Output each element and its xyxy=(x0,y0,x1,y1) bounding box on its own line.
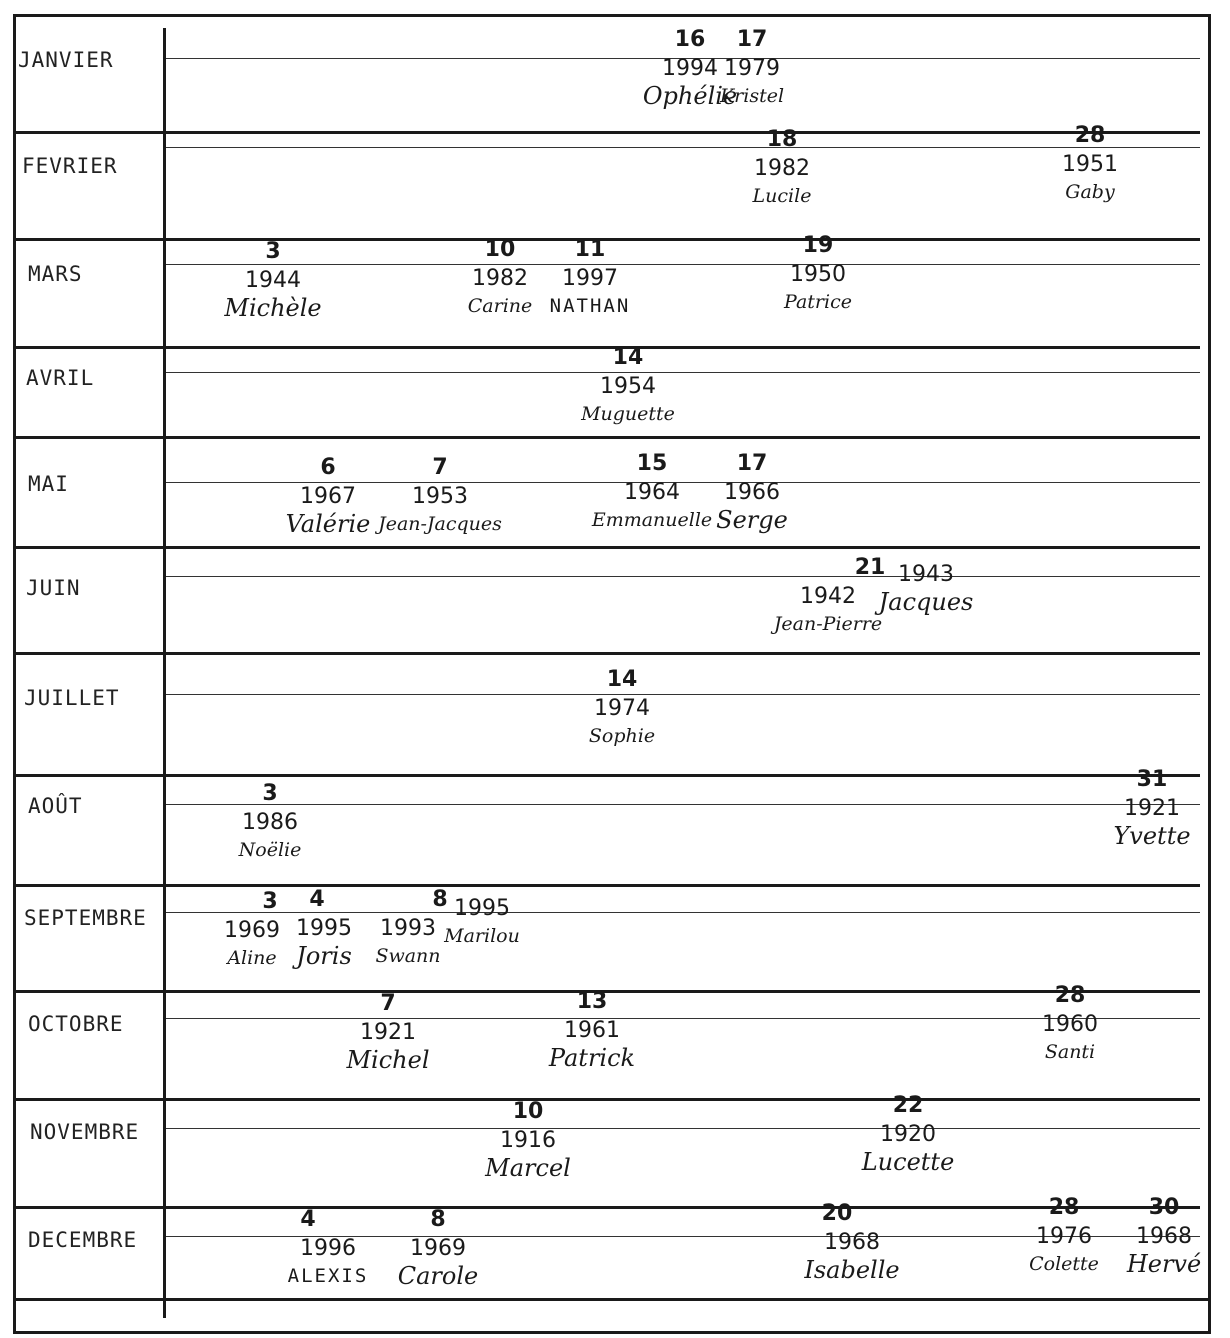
birthday-entry xyxy=(1127,1196,1201,1278)
entry-year: 1982 xyxy=(754,156,810,181)
entry-day: 8 xyxy=(430,1207,446,1232)
birthday-entry xyxy=(224,890,280,972)
birthday-entry xyxy=(1042,984,1098,1066)
birthday-entry xyxy=(716,452,788,534)
birthday-entry xyxy=(549,990,635,1072)
birthday-entry xyxy=(296,888,352,970)
month-label-octobre: OCTOBRE xyxy=(28,1012,124,1036)
entry-year: 1982 xyxy=(471,266,528,291)
entry-name: Yvette xyxy=(1113,822,1191,850)
entry-name: Isabelle xyxy=(804,1256,900,1284)
birthday-entry xyxy=(862,1094,955,1176)
birthday-entry xyxy=(1113,768,1190,850)
entry-day: 28 xyxy=(1048,1195,1080,1220)
month-label-avril: AVRIL xyxy=(26,366,95,390)
entry-year: 1920 xyxy=(880,1122,936,1147)
day-line xyxy=(166,372,1200,373)
entry-year: 1995 xyxy=(453,896,510,921)
entry-year: 1961 xyxy=(564,1018,620,1043)
birthday-entry xyxy=(239,782,302,864)
row-separator xyxy=(14,436,1200,439)
entry-year: 1986 xyxy=(242,810,298,835)
entry-name: Ophélie xyxy=(642,82,738,110)
entry-year: 1976 xyxy=(1036,1224,1092,1249)
entry-name: Aline xyxy=(227,947,277,969)
birthday-entry xyxy=(346,992,429,1074)
month-label-septembre: SEPTEMBRE xyxy=(24,906,147,930)
entry-name: ALEXIS xyxy=(287,1265,369,1287)
entry-name: Jean-Pierre xyxy=(773,613,883,635)
birthday-entry xyxy=(581,346,675,428)
entry-day: 21 xyxy=(854,555,886,580)
birthday-entry xyxy=(771,556,886,638)
entry-year: 1969 xyxy=(224,918,280,943)
entry-day: 3 xyxy=(265,239,281,264)
entry-day: 31 xyxy=(1136,767,1168,792)
entry-name: NATHAN xyxy=(549,295,631,317)
entry-name: Kristel xyxy=(719,85,785,107)
entry-name: Carole xyxy=(397,1262,479,1290)
entry-year: 1921 xyxy=(1123,796,1180,821)
entry-year: 1951 xyxy=(1062,152,1118,177)
birthday-entry xyxy=(592,452,712,534)
row-separator xyxy=(14,1298,1210,1301)
entry-day: 17 xyxy=(736,451,768,476)
entry-year: 1969 xyxy=(409,1236,466,1261)
entry-name: Noëlie xyxy=(238,839,302,861)
day-line xyxy=(166,694,1200,695)
entry-day: 22 xyxy=(892,1093,924,1118)
row-separator xyxy=(14,1206,1200,1209)
birthday-entry xyxy=(804,1202,899,1284)
entry-day: 10 xyxy=(484,237,516,262)
entry-name: Santi xyxy=(1044,1041,1096,1063)
birthday-entry xyxy=(368,888,447,970)
month-column-divider xyxy=(163,28,166,1318)
entry-name: Colette xyxy=(1029,1253,1099,1275)
entry-year: 1944 xyxy=(244,268,301,293)
entry-name: Joris xyxy=(296,942,352,970)
row-separator xyxy=(14,131,1200,134)
birthday-entry xyxy=(720,28,784,110)
entry-year: 1960 xyxy=(1042,1012,1098,1037)
entry-name: Marcel xyxy=(485,1154,571,1182)
row-separator xyxy=(14,774,1200,777)
month-label-novembre: NOVEMBRE xyxy=(30,1120,140,1144)
month-label-mars: MARS xyxy=(28,262,83,286)
birthday-entry xyxy=(784,234,852,316)
entry-name: Swann xyxy=(375,945,441,967)
row-separator xyxy=(14,546,1200,549)
row-separator xyxy=(14,1098,1200,1101)
entry-day: 8 xyxy=(432,887,448,912)
entry-day: 7 xyxy=(432,455,448,480)
birthday-entry xyxy=(485,1100,571,1182)
day-line xyxy=(166,804,1200,805)
entry-name: Serge xyxy=(716,506,788,534)
entry-name: Jacques xyxy=(878,588,974,616)
entry-name: Patrice xyxy=(784,291,852,313)
entry-year: 1996 xyxy=(299,1236,356,1261)
entry-year: 1993 xyxy=(380,916,436,941)
entry-year: 1995 xyxy=(296,916,352,941)
entry-year: 1953 xyxy=(411,484,468,509)
entry-day: 15 xyxy=(636,451,668,476)
entry-day: 4 xyxy=(300,1207,316,1232)
entry-name: Muguette xyxy=(581,403,675,425)
entry-name: Lucile xyxy=(752,185,812,207)
entry-day: 30 xyxy=(1148,1195,1180,1220)
birthday-entry xyxy=(286,456,371,538)
entry-name: Lucette xyxy=(861,1148,955,1176)
day-line xyxy=(166,576,1200,577)
birthday-entry xyxy=(589,668,655,750)
month-label-fevrier: FEVRIER xyxy=(22,154,118,178)
entry-year: 1994 xyxy=(661,56,718,81)
entry-name: Gaby xyxy=(1065,181,1115,203)
entry-day: 28 xyxy=(1054,983,1086,1008)
birthday-entry xyxy=(753,128,812,210)
entry-day: 17 xyxy=(736,27,768,52)
entry-day: 4 xyxy=(309,887,325,912)
entry-day: 7 xyxy=(380,991,396,1016)
entry-day: 16 xyxy=(674,27,706,52)
birthday-entry xyxy=(1062,124,1118,206)
entry-name: Hervé xyxy=(1126,1250,1202,1278)
birthday-entry xyxy=(378,456,502,538)
entry-day: 28 xyxy=(1074,123,1106,148)
birthday-entry xyxy=(224,240,321,322)
birthday-entry xyxy=(398,1208,478,1290)
entry-day: 20 xyxy=(821,1201,853,1226)
entry-year: 1916 xyxy=(500,1128,556,1153)
entry-day: 19 xyxy=(802,233,834,258)
row-separator xyxy=(14,652,1200,655)
birthday-entry xyxy=(444,892,520,950)
row-separator xyxy=(14,884,1200,887)
month-label-mai: MAI xyxy=(28,472,69,496)
month-label-aout: AOÛT xyxy=(28,794,83,818)
entry-year: 1942 xyxy=(800,584,856,609)
entry-name: Marilou xyxy=(444,925,520,947)
entry-year: 1979 xyxy=(724,56,780,81)
birthday-entry xyxy=(288,1208,369,1290)
entry-name: Sophie xyxy=(588,725,656,747)
entry-name: Patrick xyxy=(548,1044,636,1072)
entry-year: 1968 xyxy=(1136,1224,1192,1249)
entry-year: 1974 xyxy=(594,696,650,721)
birthday-entry xyxy=(550,238,631,320)
entry-year: 1921 xyxy=(360,1020,416,1045)
entry-name: Carine xyxy=(467,295,533,317)
entry-year: 1950 xyxy=(789,262,846,287)
entry-year: 1964 xyxy=(623,480,680,505)
entry-day: 18 xyxy=(766,127,798,152)
entry-day: 10 xyxy=(512,1099,544,1124)
entry-day: 14 xyxy=(612,345,644,370)
entry-year: 1966 xyxy=(724,480,780,505)
entry-year: 1943 xyxy=(898,562,954,587)
entry-name: Michel xyxy=(346,1046,430,1074)
entry-day: 3 xyxy=(262,889,278,914)
entry-name: Jean-Jacques xyxy=(378,513,502,535)
entry-day: 13 xyxy=(576,989,608,1014)
month-label-juin: JUIN xyxy=(26,576,81,600)
entry-day: 14 xyxy=(606,667,638,692)
entry-day: 11 xyxy=(574,237,606,262)
entry-year: 1968 xyxy=(823,1230,880,1255)
entry-year: 1997 xyxy=(561,266,618,291)
entry-name: Valérie xyxy=(285,510,371,538)
month-label-janvier: JANVIER xyxy=(18,48,114,72)
entry-year: 1967 xyxy=(299,484,356,509)
birthday-entry xyxy=(468,238,533,320)
month-label-juillet: JUILLET xyxy=(24,686,120,710)
entry-day: 3 xyxy=(262,781,278,806)
entry-day: 6 xyxy=(320,455,336,480)
day-line xyxy=(166,147,1200,148)
month-label-decembre: DECEMBRE xyxy=(28,1228,138,1252)
entry-name: Michèle xyxy=(224,294,322,322)
entry-name: Emmanuelle xyxy=(591,509,713,531)
birthday-entry xyxy=(879,558,974,616)
day-line xyxy=(166,1128,1200,1129)
birthday-entry xyxy=(1029,1196,1099,1278)
entry-year: 1954 xyxy=(599,374,656,399)
